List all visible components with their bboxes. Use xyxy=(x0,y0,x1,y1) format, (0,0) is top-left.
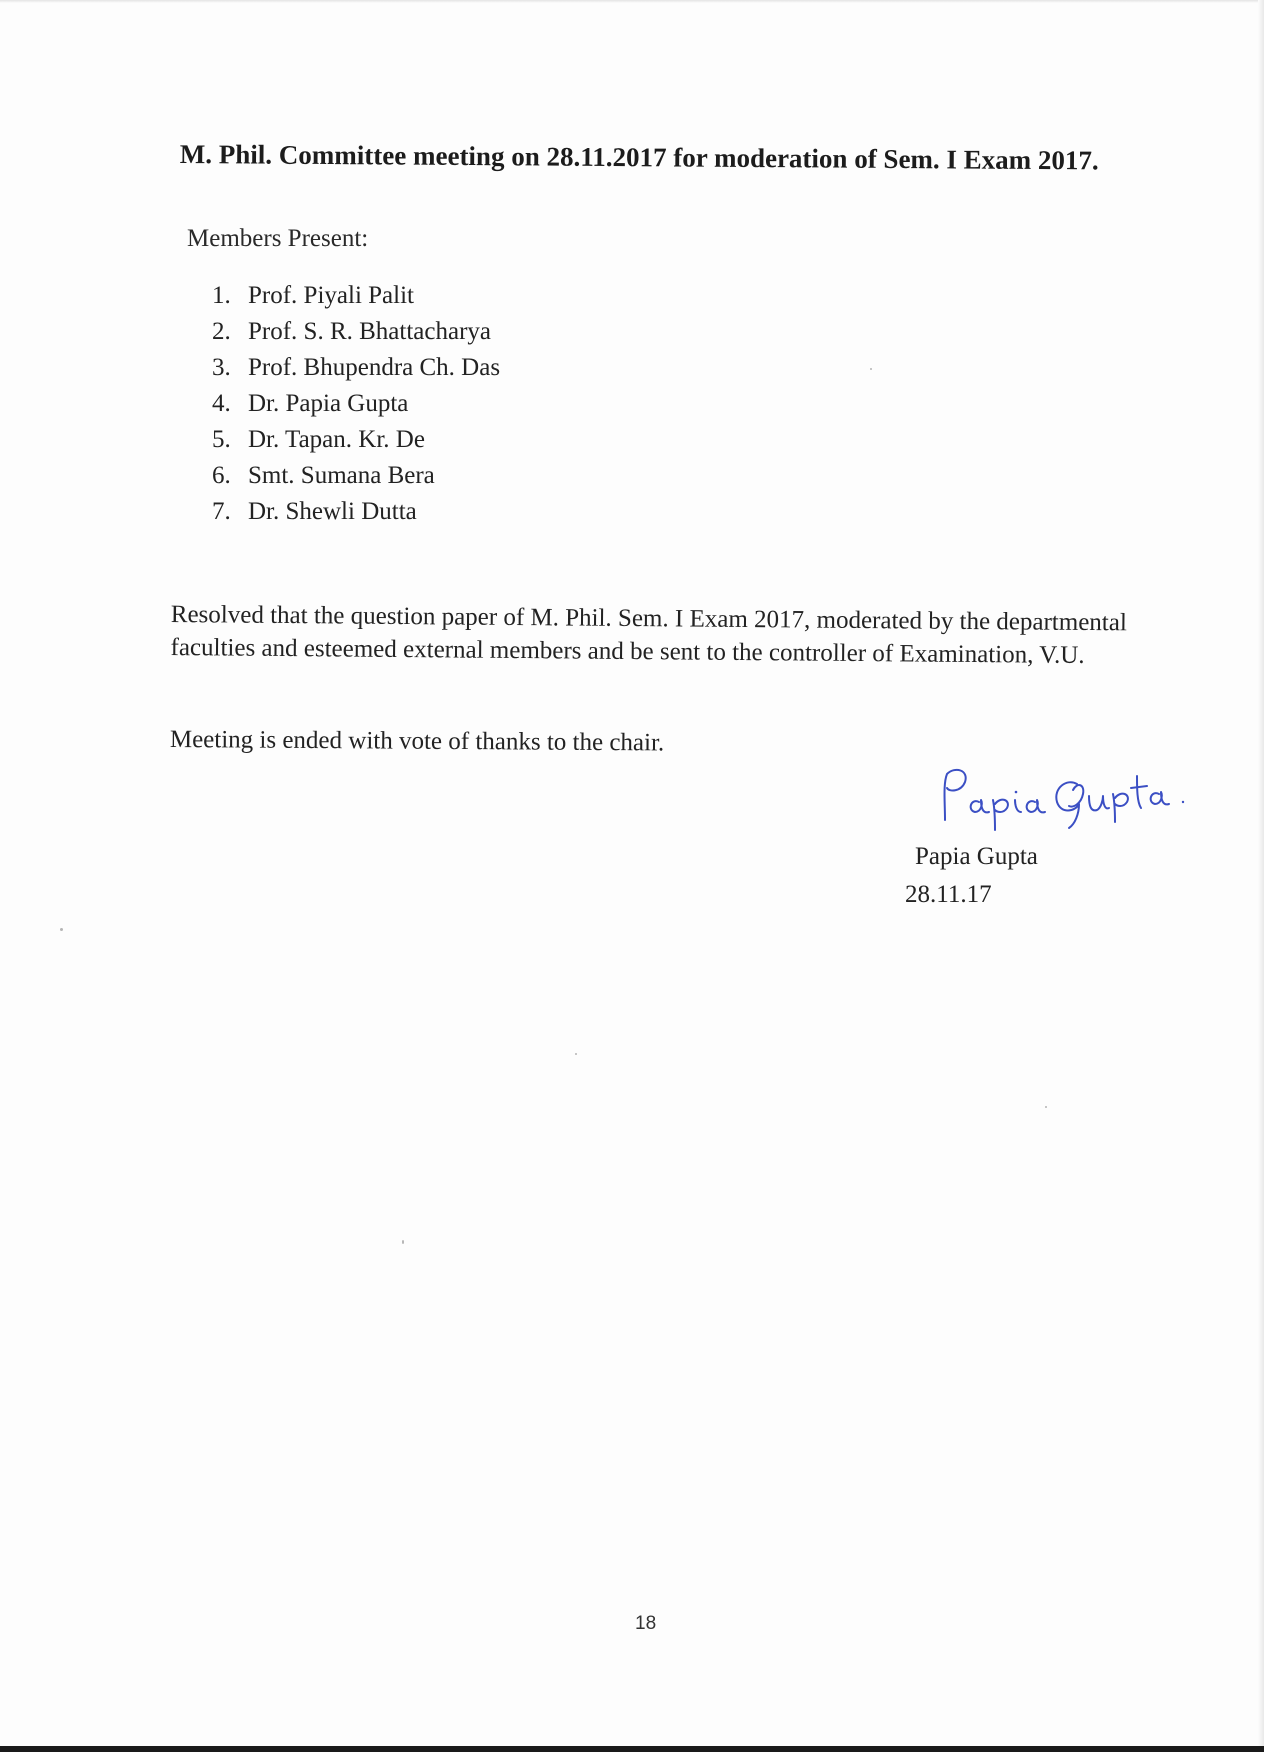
member-number: 5. xyxy=(212,426,231,453)
scan-edge-right xyxy=(1258,0,1264,1752)
signer-date: 28.11.17 xyxy=(905,881,992,908)
member-number: 4. xyxy=(212,390,231,417)
member-item xyxy=(212,422,500,458)
scan-speck xyxy=(60,928,63,931)
scan-edge-bottom xyxy=(0,1746,1264,1752)
document-title: M. Phil. Committee meeting on 28.11.2017 for moderation of Sem. I Exam 2017. xyxy=(179,138,1099,176)
member-item xyxy=(212,494,500,530)
member-name: Smt. Sumana Bera xyxy=(248,462,435,489)
scan-speck xyxy=(870,368,872,370)
handwritten-signature xyxy=(935,762,1195,832)
member-number: 6. xyxy=(212,462,231,489)
scan-speck xyxy=(575,1053,577,1055)
member-name: Dr. Papia Gupta xyxy=(248,390,409,417)
closing-line: Meeting is ended with vote of thanks to the chair. xyxy=(169,726,665,757)
member-number: 3. xyxy=(212,354,231,381)
member-item xyxy=(212,350,500,386)
member-number: 1. xyxy=(212,282,231,309)
member-number: 2. xyxy=(212,318,231,345)
members-label: Members Present: xyxy=(187,225,369,252)
members-list xyxy=(212,278,500,530)
scan-speck xyxy=(1045,1106,1047,1108)
scan-speck xyxy=(402,1240,404,1244)
signer-name: Papia Gupta xyxy=(915,843,1038,870)
member-item xyxy=(212,386,500,422)
member-name: Prof. S. R. Bhattacharya xyxy=(248,318,492,345)
member-number: 7. xyxy=(212,498,231,525)
member-name: Dr. Tapan. Kr. De xyxy=(248,426,425,453)
resolution-paragraph: Resolved that the question paper of M. Phil. Sem. I Exam 2017, moderated by the departmental faculties and esteemed external members and be sent to the controller of Examination, V.U. xyxy=(170,600,1127,669)
member-item xyxy=(212,458,500,494)
scan-edge-top xyxy=(0,0,1264,3)
member-item xyxy=(212,278,500,314)
member-name: Prof. Piyali Palit xyxy=(248,282,414,309)
member-item xyxy=(212,314,500,350)
member-name: Prof. Bhupendra Ch. Das xyxy=(248,354,501,381)
page-number: 18 xyxy=(635,1613,657,1634)
member-name: Dr. Shewli Dutta xyxy=(248,498,417,525)
